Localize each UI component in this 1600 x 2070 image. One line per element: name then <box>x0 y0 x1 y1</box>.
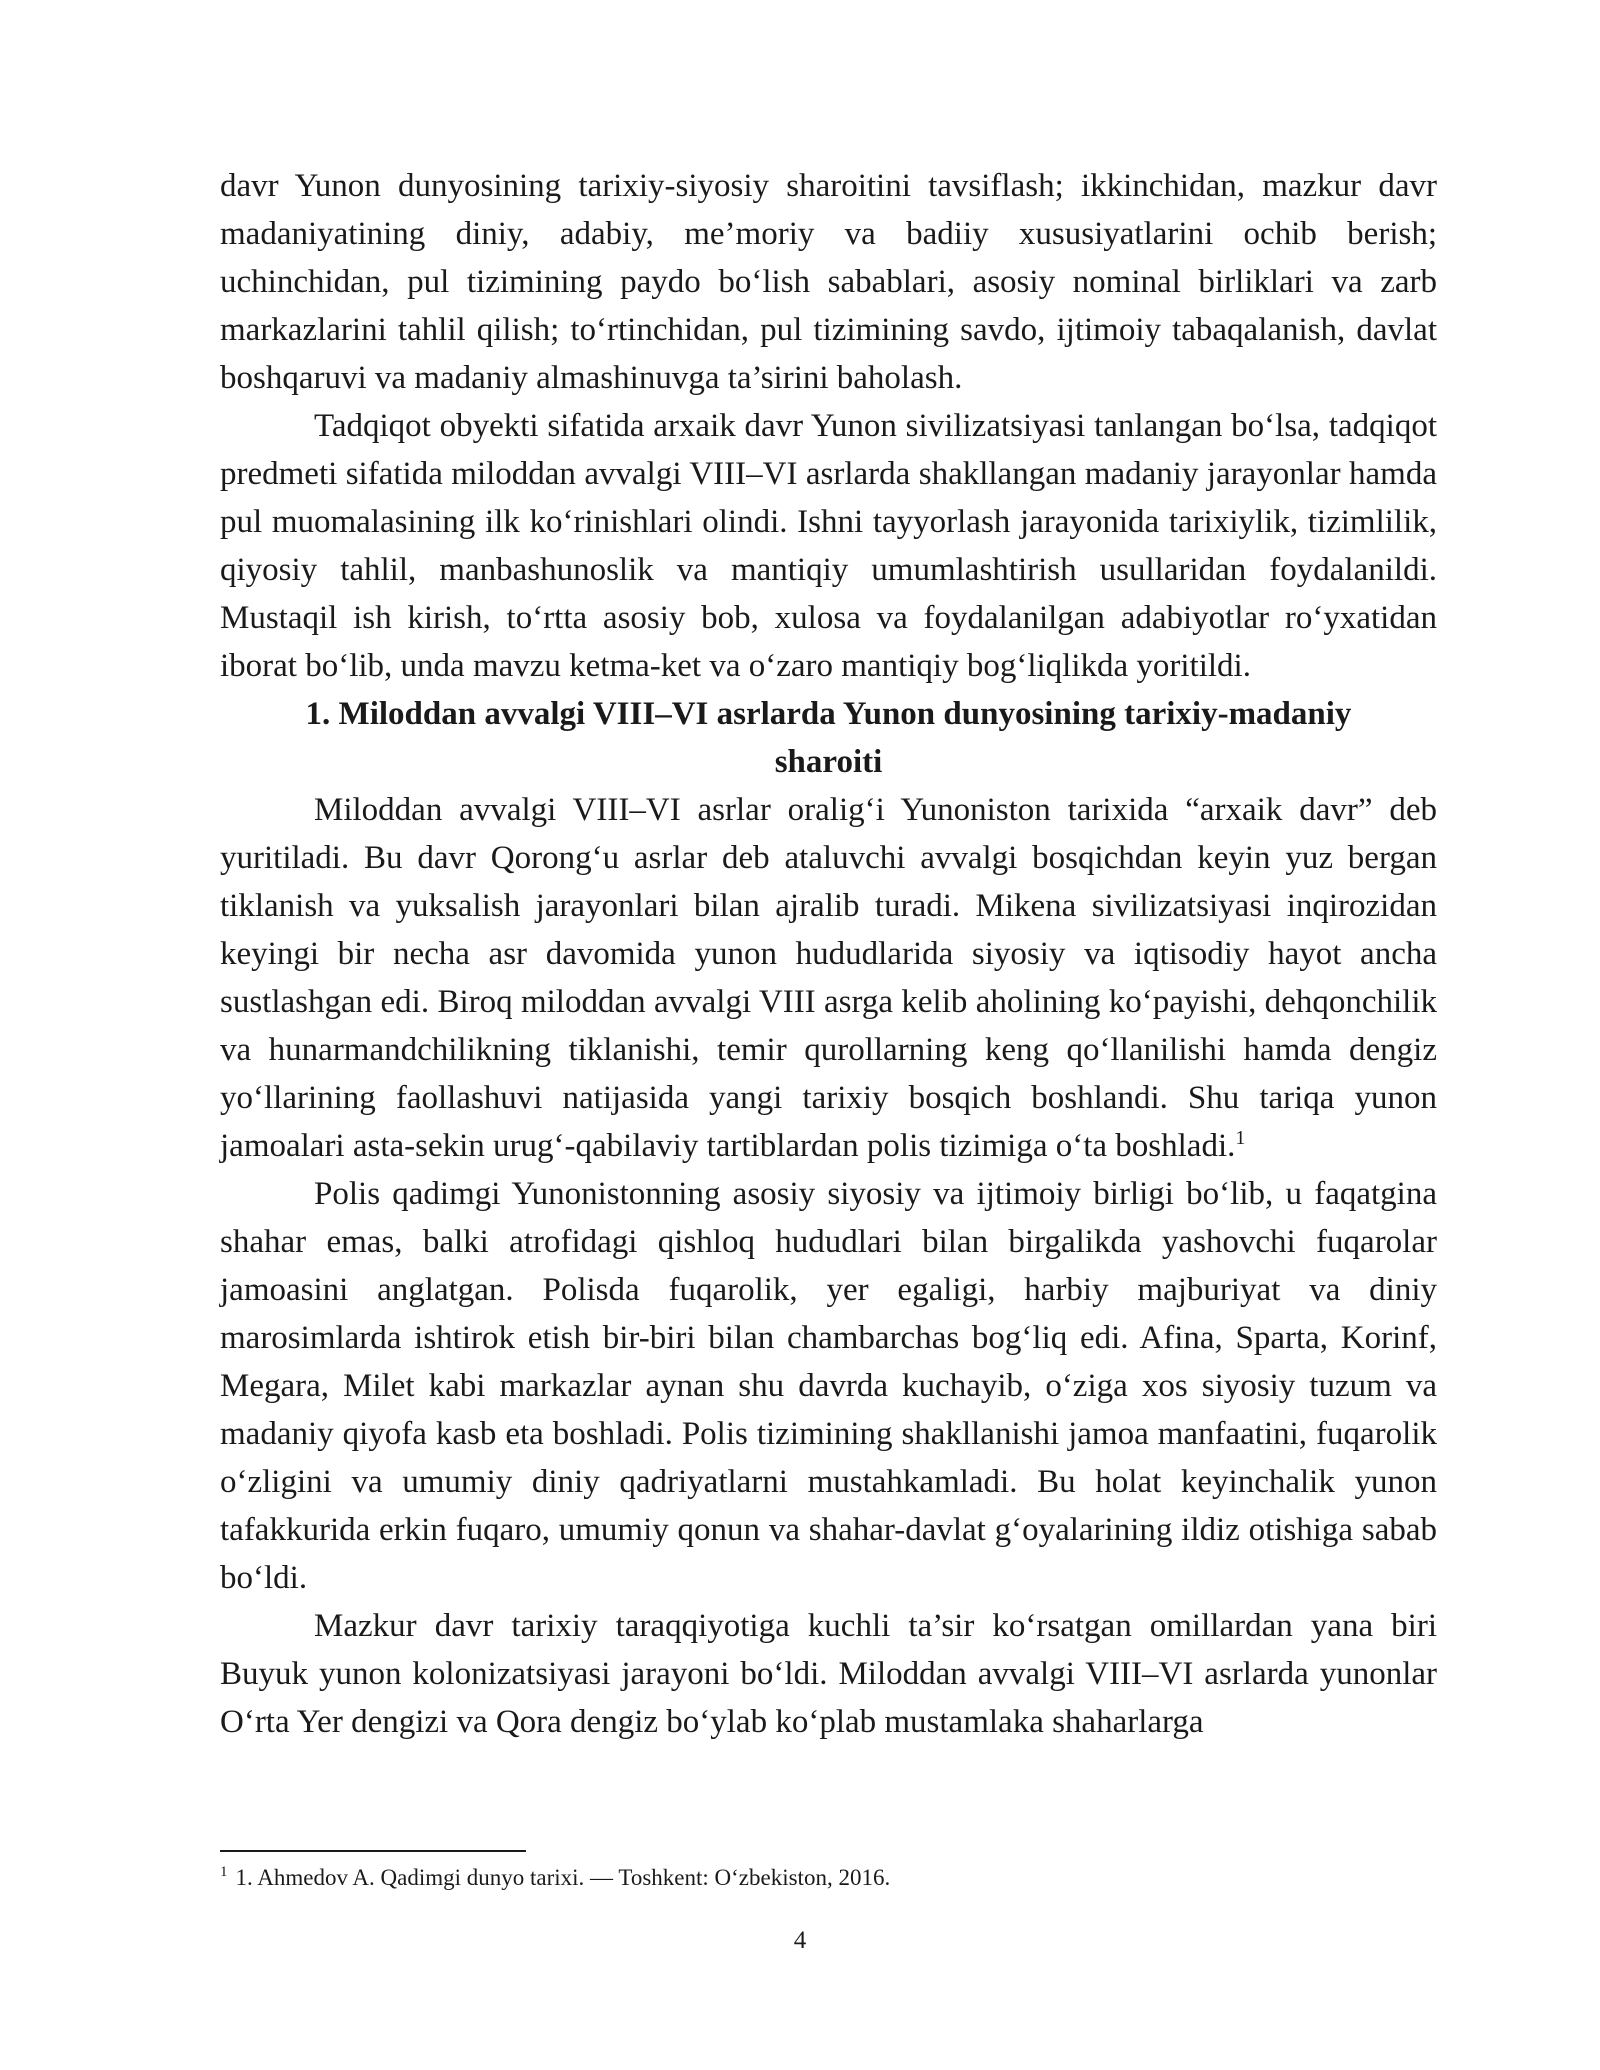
footnote-text: 1. Ahmedov A. Qadimgi dunyo tarixi. — Toshkent: O‘zbekiston, 2016. <box>235 1865 891 1890</box>
page-body <box>220 162 1437 1746</box>
paragraph-continuation: davr Yunon dunyosining tarixiy-siyosiy sharoitini tavsiflash; ikkinchidan, mazkur davr madaniyatining diniy, adabiy, me’moriy va badiiy xususiyatlarini ochib berish; uchinchidan, pul tizimining paydo bo‘lish sabablari, asosiy nominal birliklari va zarb markazlarini tahlil qilish; to‘rtinchidan, pul tizimining savdo, ijtimoiy tabaqalanish, davlat boshqaruvi va madaniy almashinuvga ta’sirini baholash. <box>220 168 1437 396</box>
footnote-divider <box>220 1850 526 1852</box>
page-number: 4 <box>793 1927 807 1954</box>
paragraph-archaic-period-text: Miloddan avvalgi VIII–VI asrlar oralig‘i Yunoniston tarixida “arxaik davr” deb yuritiladi. Bu davr Qorong‘u asrlar deb ataluvchi avvalgi bosqichdan keyin yuz bergan tiklanish va yuksalish jarayonlari bilan ajralib turadi. Mikena sivilizatsiyasi inqirozidan keyingi bir necha asr davomida yunon hududlarida siyosiy va iqtisodiy hayot ancha sustlashgan edi. Biroq miloddan avvalgi VIII asrga kelib aholining ko‘payishi, dehqonchilik va hunarmandchilikning tiklanishi, temir qurollarning keng qo‘llanilishi hamda dengiz yo‘llarining faollashuvi natijasida yangi tarixiy bosqich boshlandi. Shu tariqa yunon jamoalari asta-sekin urug‘-qabilaviy tartiblardan polis tizimiga o‘ta boshladi. <box>220 792 1437 1164</box>
paragraph-polis: Polis qadimgi Yunonistonning asosiy siyosiy va ijtimoiy birligi bo‘lib, u faqatgina shahar emas, balki atrofidagi qishloq hududlari bilan birgalikda yashovchi fuqarolar jamoasini anglatgan. Polisda fuqarolik, yer egaligi, harbiy majburiyat va diniy marosimlarda ishtirok etish bir-biri bilan chambarchas bog‘liq edi. Afina, Sparta, Korinf, Megara, Milet kabi markazlar aynan shu davrda kuchayib, o‘ziga xos siyosiy tuzum va madaniy qiyofa kasb eta boshladi. Polis tizimining shakllanishi jamoa manfaatini, fuqarolik o‘zligini va umumiy diniy qadriyatlarni mustahkamladi. Bu holat keyinchalik yunon tafakkurida erkin fuqaro, umumiy qonun va shahar-davlat g‘oyalarining ildiz otishiga sabab bo‘ldi. <box>220 1176 1437 1596</box>
paragraph-archaic-period <box>220 786 1437 1170</box>
paragraph-colonization: Mazkur davr tarixiy taraqqiyotiga kuchli ta’sir ko‘rsatgan omillardan yana biri Buyuk yunon kolonizatsiyasi jarayoni bo‘ldi. Miloddan avvalgi VIII–VI asrlarda yunonlar O‘rta Yer dengizi va Qora dengiz bo‘ylab ko‘plab mustamlaka shaharlarga <box>220 1608 1437 1740</box>
section-heading: 1. Miloddan avvalgi VIII–VI asrlarda Yunon dunyosining tarixiy-madaniy sharoiti <box>305 696 1352 780</box>
footnote-reference[interactable]: 1 <box>1235 1127 1246 1149</box>
footnote-marker: 1 <box>220 1864 228 1881</box>
paragraph-research-object: Tadqiqot obyekti sifatida arxaik davr Yunon sivilizatsiyasi tanlangan bo‘lsa, tadqiqot predmeti sifatida miloddan avvalgi VIII–VI asrlarda shakllangan madaniy jarayonlar hamda pul muomalasining ilk ko‘rinishlari olindi. Ishni tayyorlash jarayonida tarixiylik, tizimlilik, qiyosiy tahlil, manbashunoslik va mantiqiy umumlashtirish usullaridan foydalanildi. Mustaqil ish kirish, to‘rtta asosiy bob, xulosa va foydalanilgan adabiyotlar ro‘yxatidan iborat bo‘lib, unda mavzu ketma-ket va o‘zaro mantiqiy bog‘liqlikda yoritildi. <box>220 408 1437 684</box>
footnote <box>220 1862 1437 1894</box>
